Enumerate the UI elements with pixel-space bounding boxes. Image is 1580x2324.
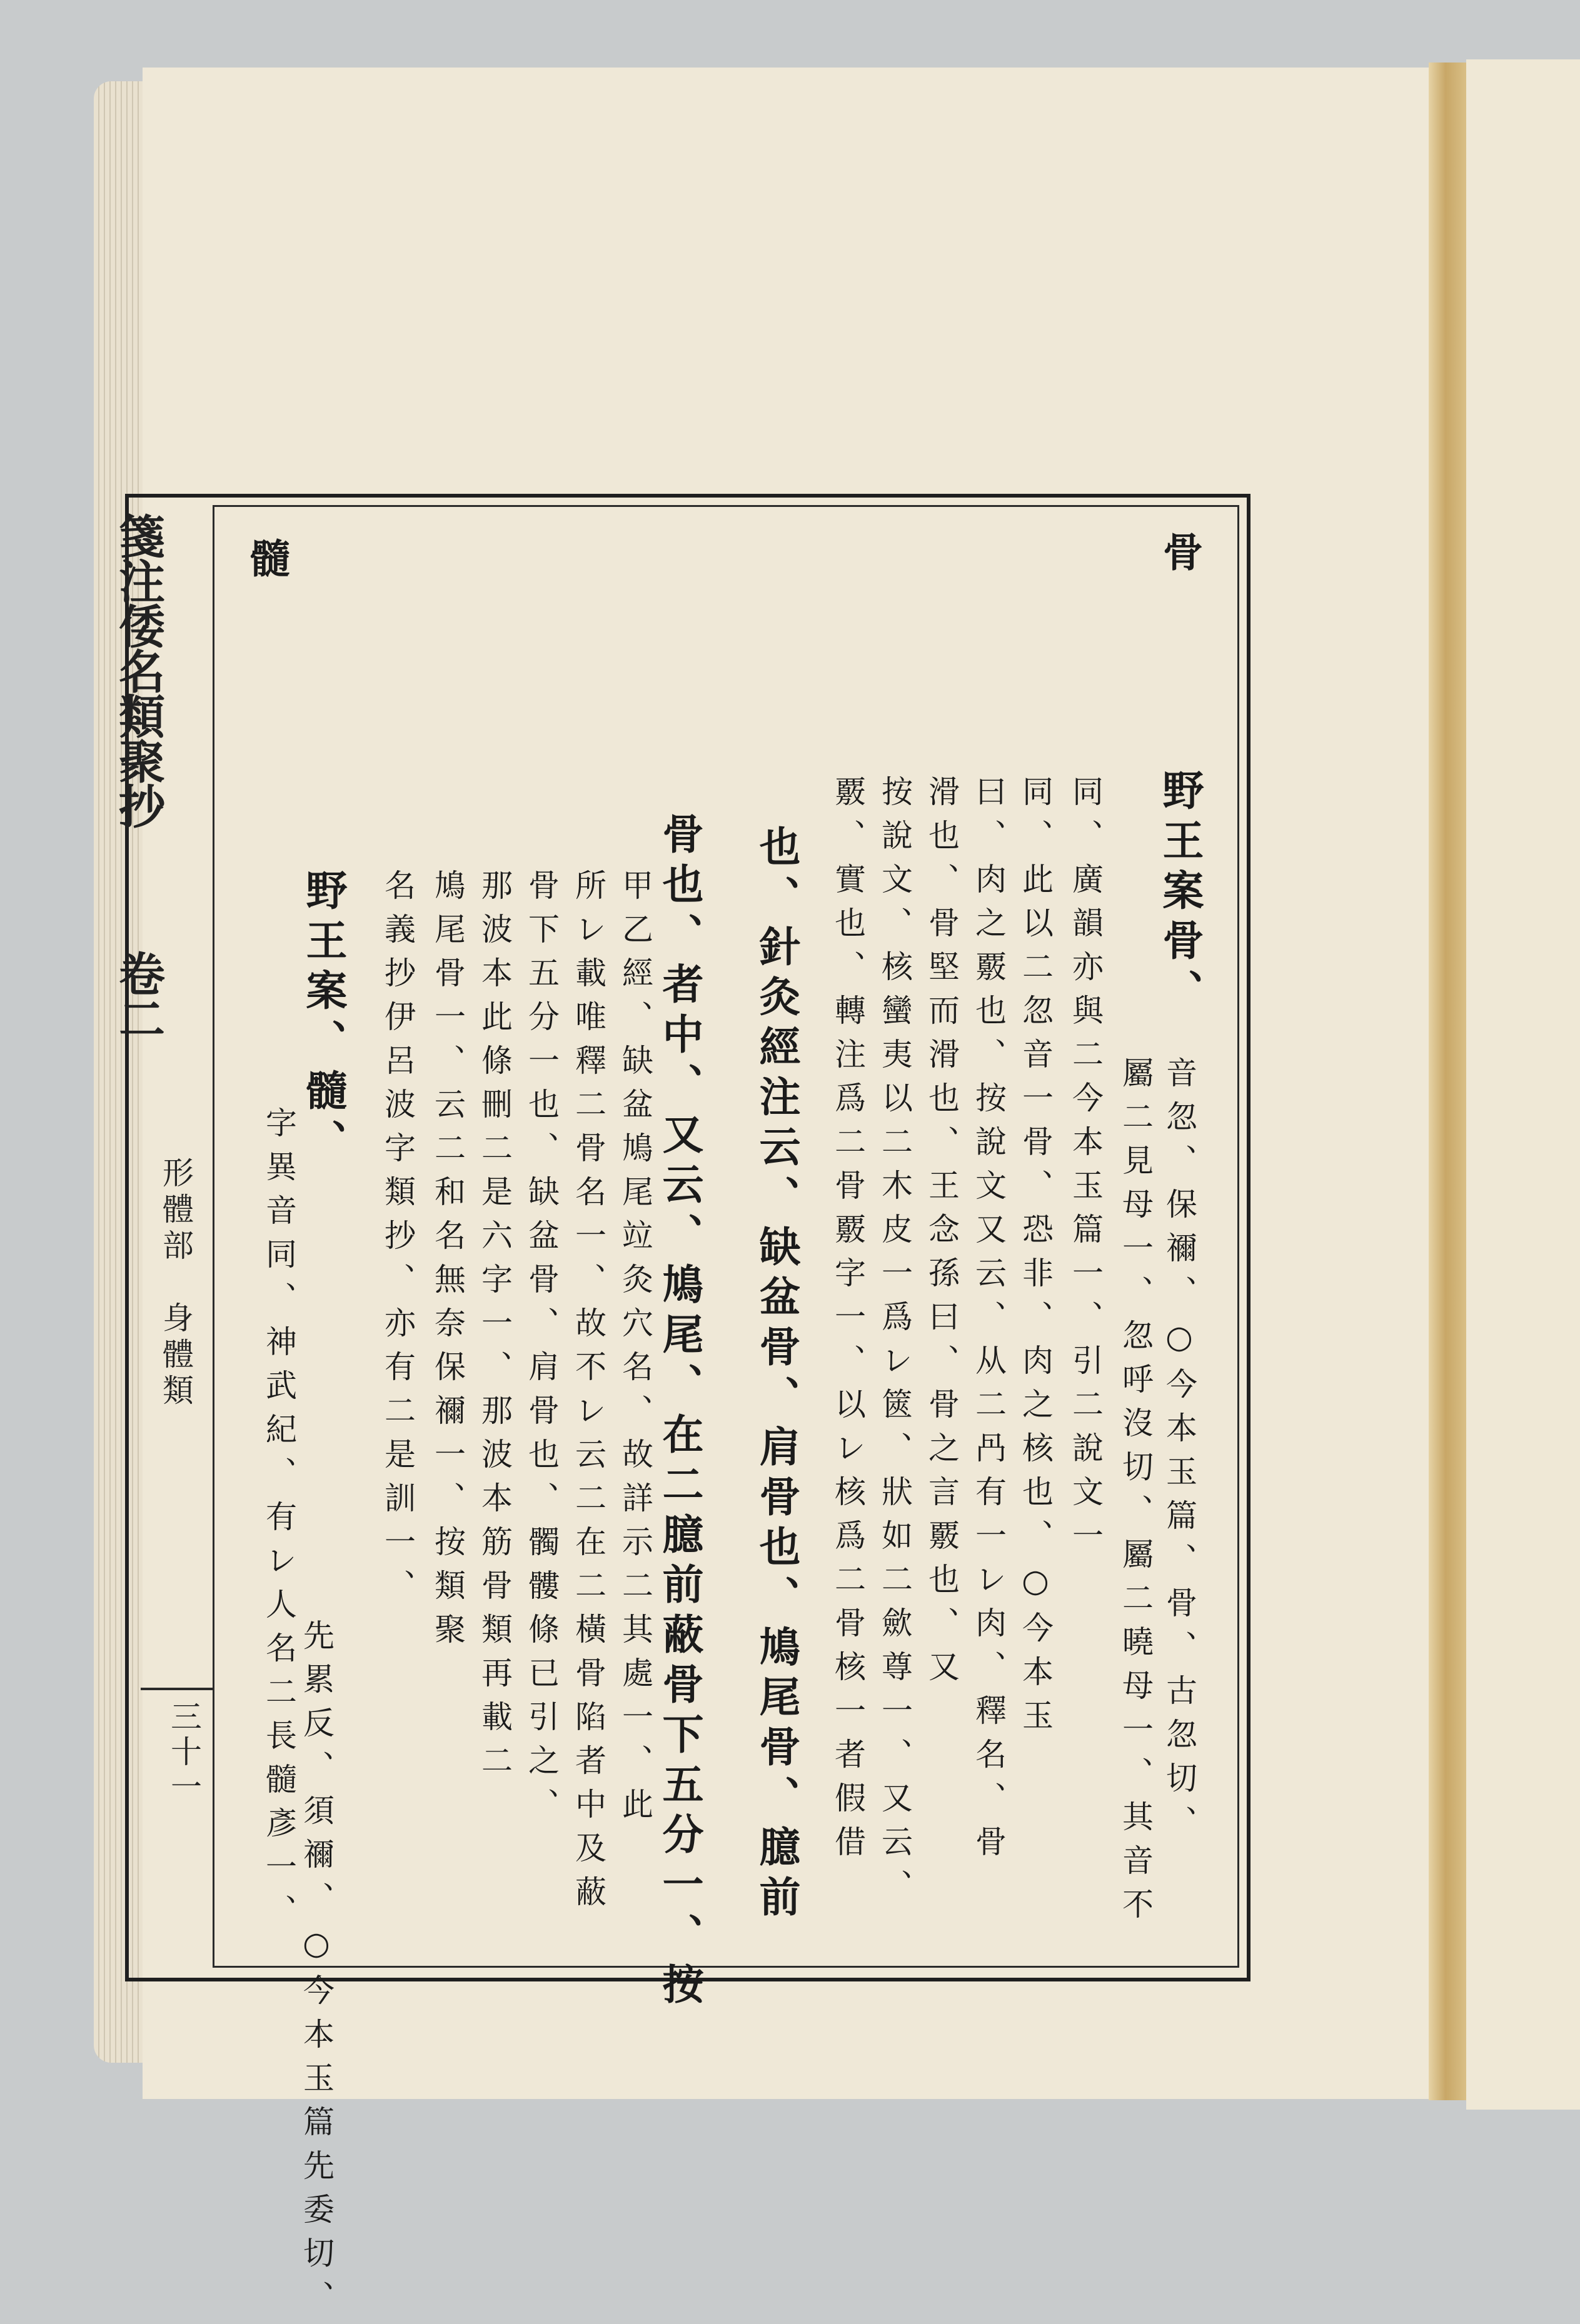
column-18: 野王案、髓、 xyxy=(299,869,348,1169)
column-10: 也、針灸經注云、缺盆骨、肩骨也、鳩尾骨、臆前 xyxy=(752,825,801,1925)
column-14: 骨下五分一也、缺盆骨、肩骨也、髑髏條已引之、 xyxy=(523,869,560,1831)
volume-label: 卷二 xyxy=(111,950,165,1040)
column-2: 音忽、保禰、○今本玉篇、骨、古忽切、 xyxy=(1161,1056,1197,1849)
column-19: 字異音同、神武紀、有レ人名二長髓彥一、 xyxy=(261,1106,297,1938)
column-11: 骨也、者中、又云、鳩尾、在二臆前蔽骨下五分一、按 xyxy=(655,813,704,2013)
column-5: 同、此以二忽音一骨、恐非、肉之核也、○今本玉 xyxy=(1017,775,1054,1743)
column-13: 所レ載唯釋二骨名一、故不レ云二在二橫骨陷者中及蔽 xyxy=(570,869,606,1919)
book-gutter xyxy=(1429,63,1466,2100)
column-4: 同、廣韻亦與二今本玉篇一、引二說文一 xyxy=(1067,775,1104,1563)
heading-marrow: 髓 xyxy=(243,538,290,578)
column-7: 滑也、骨堅而滑也、王念孫曰、骨之言覈也、又 xyxy=(923,775,960,1694)
page-number: 三十一 xyxy=(166,1700,202,1805)
column-17: 名義抄伊呂波字類抄、亦有二是訓一、 xyxy=(380,869,416,1613)
column-16: 鳩尾骨一、云二和名無奈保禰一、按類聚 xyxy=(430,869,466,1656)
column-15: 那波本此條刪二是六字一、那波本筋骨類再載二 xyxy=(476,869,513,1788)
column-8: 按說文、核蠻夷以二木皮一爲レ篋、狀如二歛尊一、又云、 xyxy=(877,775,913,1913)
heading-bone: 骨 xyxy=(1156,531,1203,571)
column-6: 曰、肉之覈也、按說文又云、从二冎有一レ肉、釋名、骨 xyxy=(970,775,1007,1869)
column-12: 甲乙經、缺盆鳩尾竝灸穴名、故詳示二其處一、此 xyxy=(617,869,653,1831)
section-label: 形體部 身體類 xyxy=(158,1156,194,1410)
column-1: 野王案骨、 xyxy=(1155,769,1204,1019)
column-9: 覈、實也、轉注爲二骨覈字一、以レ核爲二骨核一者假借 xyxy=(830,775,866,1869)
book-title: 箋注倭名類聚抄 xyxy=(111,513,165,828)
column-3: 屬二見母一、忽呼沒切、屬二曉母一、其音不 xyxy=(1117,1056,1154,1931)
column-20: 先累反、須禰、○今本玉篇先委切、 xyxy=(298,1619,335,2324)
facing-page xyxy=(1466,59,1580,2110)
margin-divider xyxy=(141,1688,213,1690)
